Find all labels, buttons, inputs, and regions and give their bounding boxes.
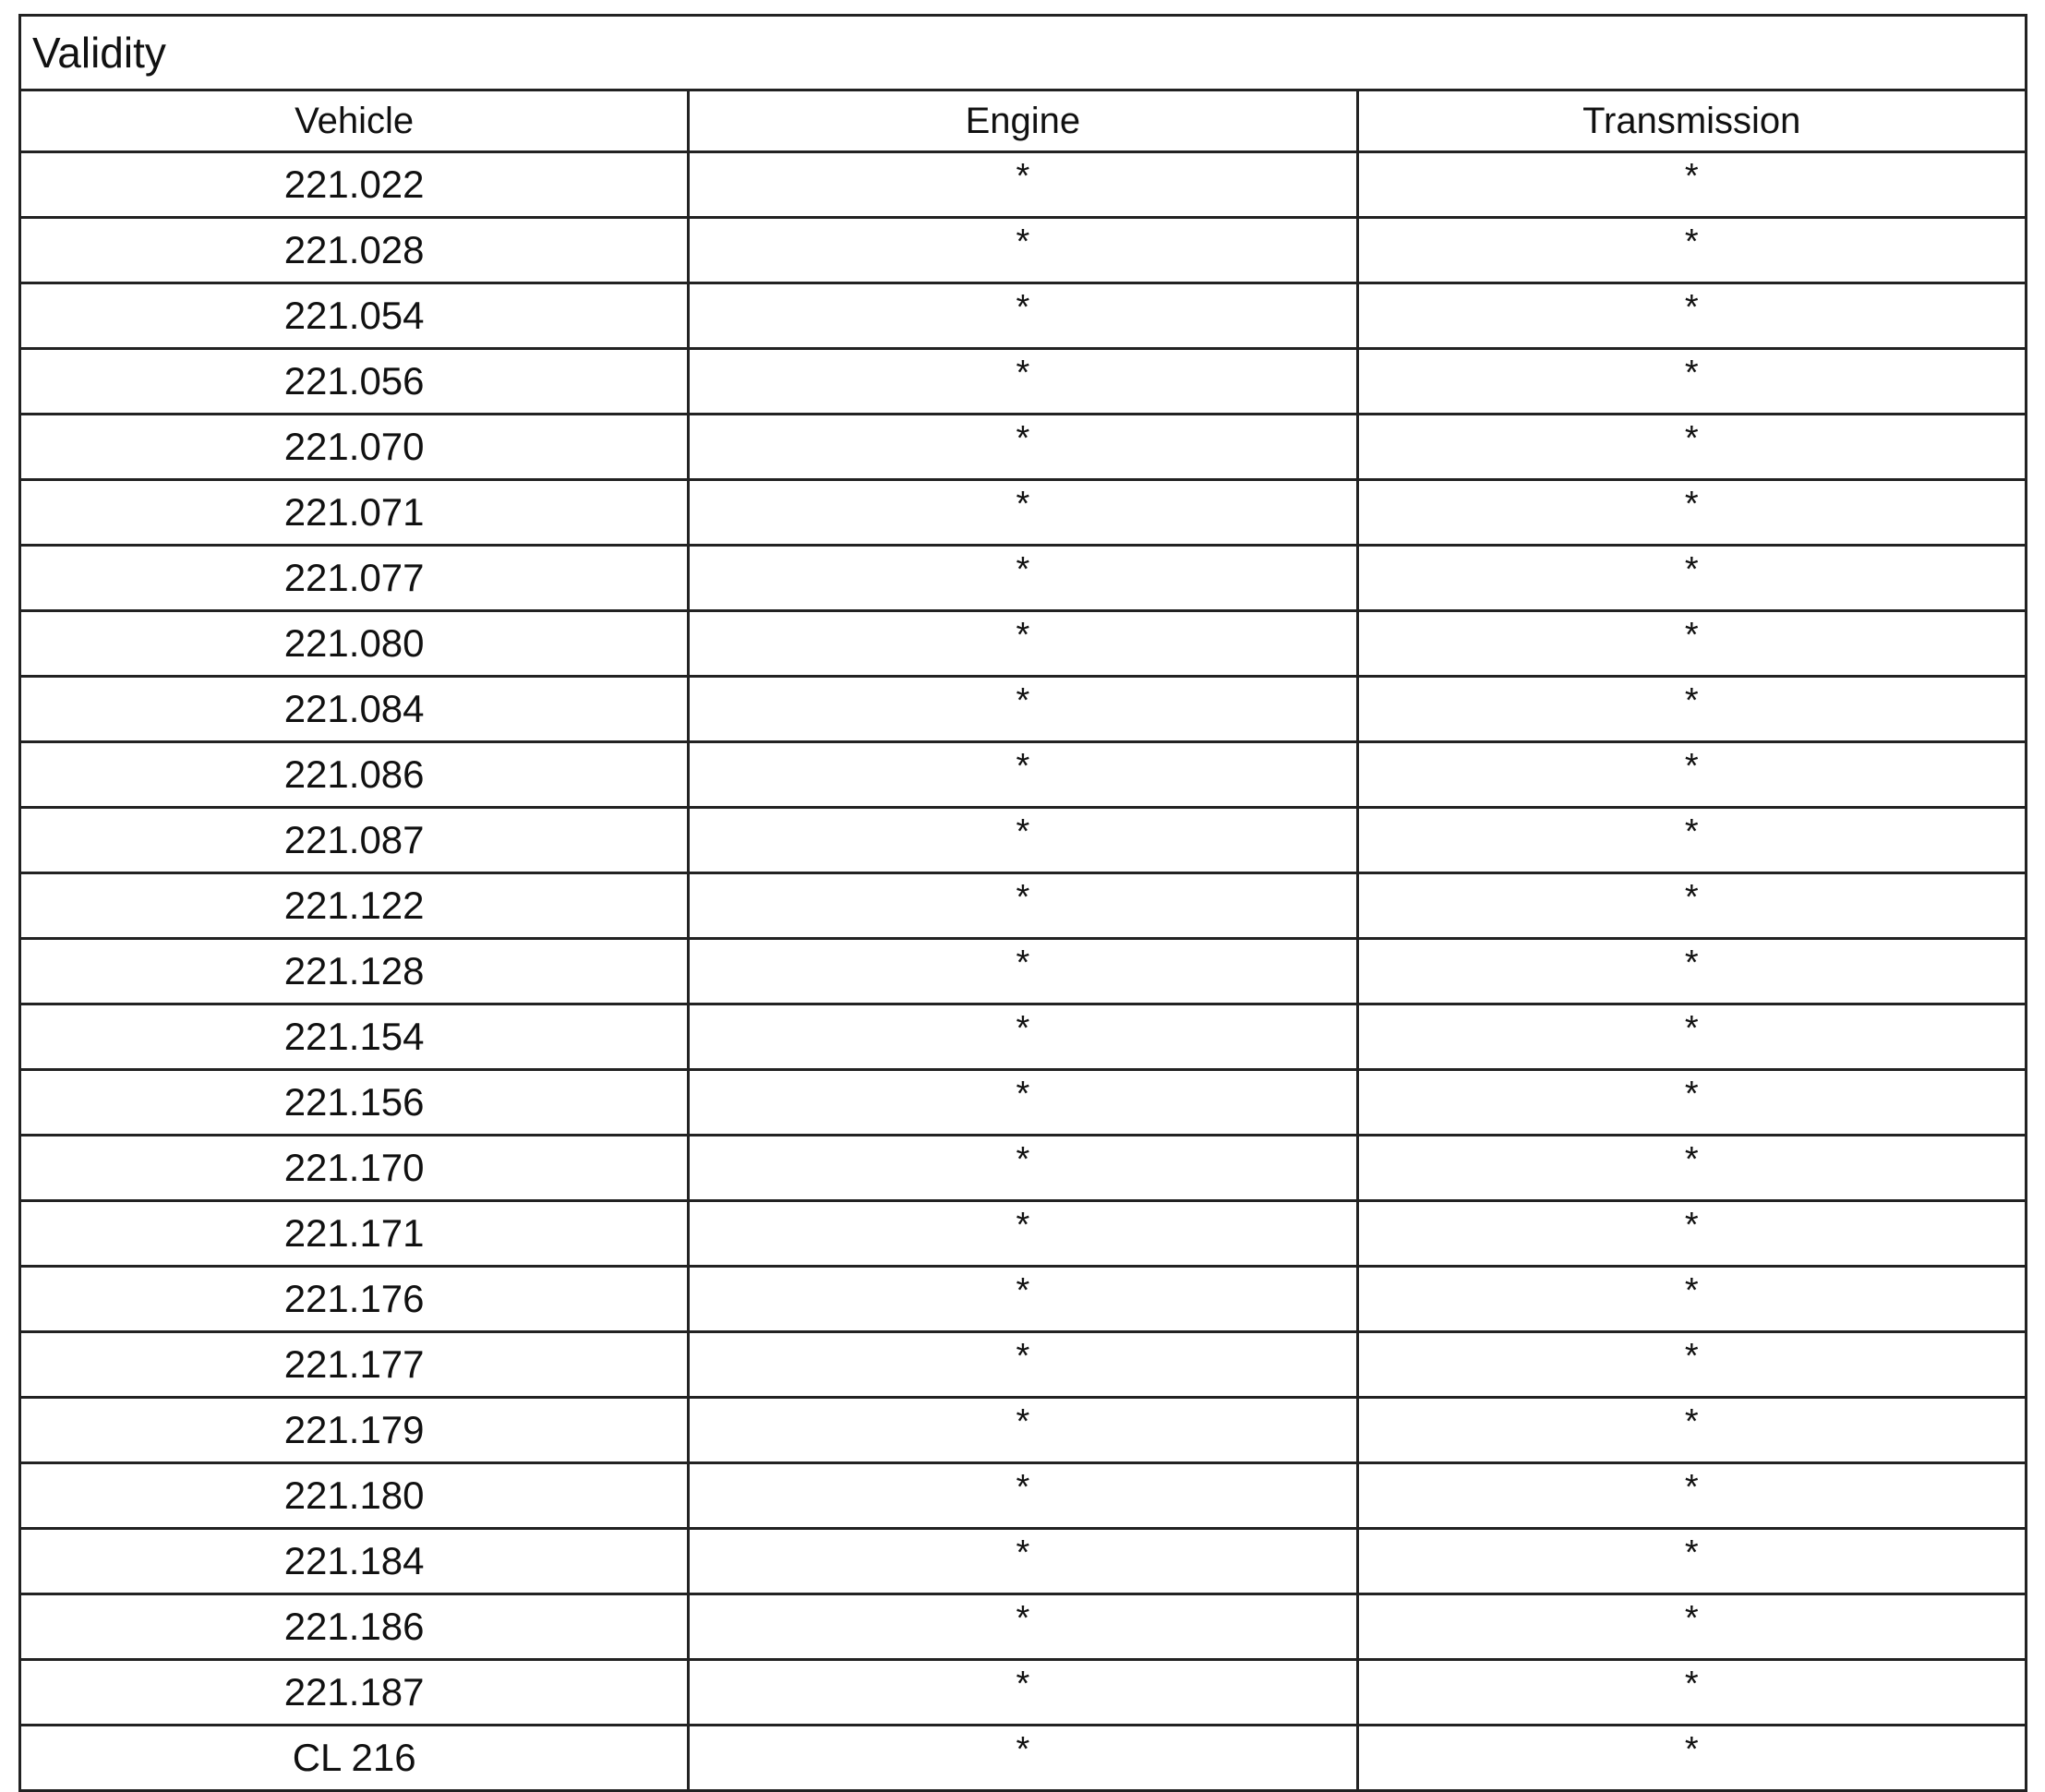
vehicle-cell: 221.179 xyxy=(20,1398,689,1463)
transmission-cell: * xyxy=(1357,1267,2027,1332)
transmission-cell: * xyxy=(1357,1201,2027,1267)
title-row xyxy=(20,16,2027,90)
transmission-cell: * xyxy=(1357,1070,2027,1136)
vehicle-cell: CL 216 xyxy=(20,1726,689,1791)
vehicle-cell: 221.177 xyxy=(20,1332,689,1398)
transmission-cell: * xyxy=(1357,1398,2027,1463)
vehicle-cell: 221.122 xyxy=(20,873,689,939)
table-row xyxy=(20,873,2027,939)
table-row xyxy=(20,1660,2027,1726)
transmission-cell: * xyxy=(1357,1594,2027,1660)
vehicle-cell: 221.180 xyxy=(20,1463,689,1529)
transmission-cell: * xyxy=(1357,415,2027,480)
vehicle-cell: 221.187 xyxy=(20,1660,689,1726)
table-row xyxy=(20,152,2027,218)
engine-cell: * xyxy=(689,677,1357,742)
table-row xyxy=(20,611,2027,677)
table-row xyxy=(20,1594,2027,1660)
engine-cell: * xyxy=(689,1267,1357,1332)
transmission-cell: * xyxy=(1357,1332,2027,1398)
vehicle-cell: 221.084 xyxy=(20,677,689,742)
vehicle-cell: 221.171 xyxy=(20,1201,689,1267)
column-header-vehicle: Vehicle xyxy=(20,90,689,152)
engine-cell: * xyxy=(689,1594,1357,1660)
transmission-cell: * xyxy=(1357,1004,2027,1070)
table-row xyxy=(20,808,2027,873)
transmission-cell: * xyxy=(1357,1529,2027,1594)
engine-cell: * xyxy=(689,349,1357,415)
engine-cell: * xyxy=(689,808,1357,873)
transmission-cell: * xyxy=(1357,480,2027,546)
transmission-cell: * xyxy=(1357,283,2027,349)
table-row xyxy=(20,1529,2027,1594)
engine-cell: * xyxy=(689,611,1357,677)
vehicle-cell: 221.022 xyxy=(20,152,689,218)
table-row xyxy=(20,1004,2027,1070)
transmission-cell: * xyxy=(1357,1660,2027,1726)
table-row xyxy=(20,1201,2027,1267)
table-row xyxy=(20,1332,2027,1398)
transmission-cell: * xyxy=(1357,1726,2027,1791)
table-row xyxy=(20,283,2027,349)
transmission-cell: * xyxy=(1357,546,2027,611)
table-row xyxy=(20,1726,2027,1791)
engine-cell: * xyxy=(689,1660,1357,1726)
transmission-cell: * xyxy=(1357,742,2027,808)
transmission-cell: * xyxy=(1357,873,2027,939)
table-row xyxy=(20,480,2027,546)
table-row xyxy=(20,939,2027,1004)
vehicle-cell: 221.071 xyxy=(20,480,689,546)
table-row xyxy=(20,349,2027,415)
engine-cell: * xyxy=(689,152,1357,218)
engine-cell: * xyxy=(689,218,1357,283)
vehicle-cell: 221.128 xyxy=(20,939,689,1004)
vehicle-cell: 221.070 xyxy=(20,415,689,480)
transmission-cell: * xyxy=(1357,611,2027,677)
vehicle-cell: 221.087 xyxy=(20,808,689,873)
table-row xyxy=(20,1463,2027,1529)
transmission-cell: * xyxy=(1357,939,2027,1004)
engine-cell: * xyxy=(689,873,1357,939)
vehicle-cell: 221.184 xyxy=(20,1529,689,1594)
table-row xyxy=(20,546,2027,611)
transmission-cell: * xyxy=(1357,677,2027,742)
engine-cell: * xyxy=(689,1332,1357,1398)
engine-cell: * xyxy=(689,415,1357,480)
engine-cell: * xyxy=(689,742,1357,808)
engine-cell: * xyxy=(689,1726,1357,1791)
table-title: Validity xyxy=(20,16,2027,90)
table-row xyxy=(20,1070,2027,1136)
engine-cell: * xyxy=(689,1529,1357,1594)
engine-cell: * xyxy=(689,1070,1357,1136)
transmission-cell: * xyxy=(1357,349,2027,415)
column-header-engine: Engine xyxy=(689,90,1357,152)
engine-cell: * xyxy=(689,1004,1357,1070)
validity-table xyxy=(18,14,2027,1792)
transmission-cell: * xyxy=(1357,218,2027,283)
transmission-cell: * xyxy=(1357,808,2027,873)
table-row xyxy=(20,218,2027,283)
engine-cell: * xyxy=(689,546,1357,611)
table-body xyxy=(20,16,2027,1791)
transmission-cell: * xyxy=(1357,152,2027,218)
engine-cell: * xyxy=(689,1136,1357,1201)
vehicle-cell: 221.080 xyxy=(20,611,689,677)
engine-cell: * xyxy=(689,480,1357,546)
engine-cell: * xyxy=(689,283,1357,349)
engine-cell: * xyxy=(689,1398,1357,1463)
vehicle-cell: 221.077 xyxy=(20,546,689,611)
table-row xyxy=(20,677,2027,742)
vehicle-cell: 221.028 xyxy=(20,218,689,283)
engine-cell: * xyxy=(689,1201,1357,1267)
transmission-cell: * xyxy=(1357,1136,2027,1201)
vehicle-cell: 221.086 xyxy=(20,742,689,808)
engine-cell: * xyxy=(689,1463,1357,1529)
engine-cell: * xyxy=(689,939,1357,1004)
table-row xyxy=(20,742,2027,808)
vehicle-cell: 221.156 xyxy=(20,1070,689,1136)
column-header-transmission: Transmission xyxy=(1357,90,2027,152)
table-row xyxy=(20,415,2027,480)
vehicle-cell: 221.056 xyxy=(20,349,689,415)
table-row xyxy=(20,1267,2027,1332)
table-row xyxy=(20,1398,2027,1463)
vehicle-cell: 221.154 xyxy=(20,1004,689,1070)
vehicle-cell: 221.176 xyxy=(20,1267,689,1332)
transmission-cell: * xyxy=(1357,1463,2027,1529)
vehicle-cell: 221.186 xyxy=(20,1594,689,1660)
vehicle-cell: 221.054 xyxy=(20,283,689,349)
table-row xyxy=(20,1136,2027,1201)
vehicle-cell: 221.170 xyxy=(20,1136,689,1201)
header-row xyxy=(20,90,2027,152)
